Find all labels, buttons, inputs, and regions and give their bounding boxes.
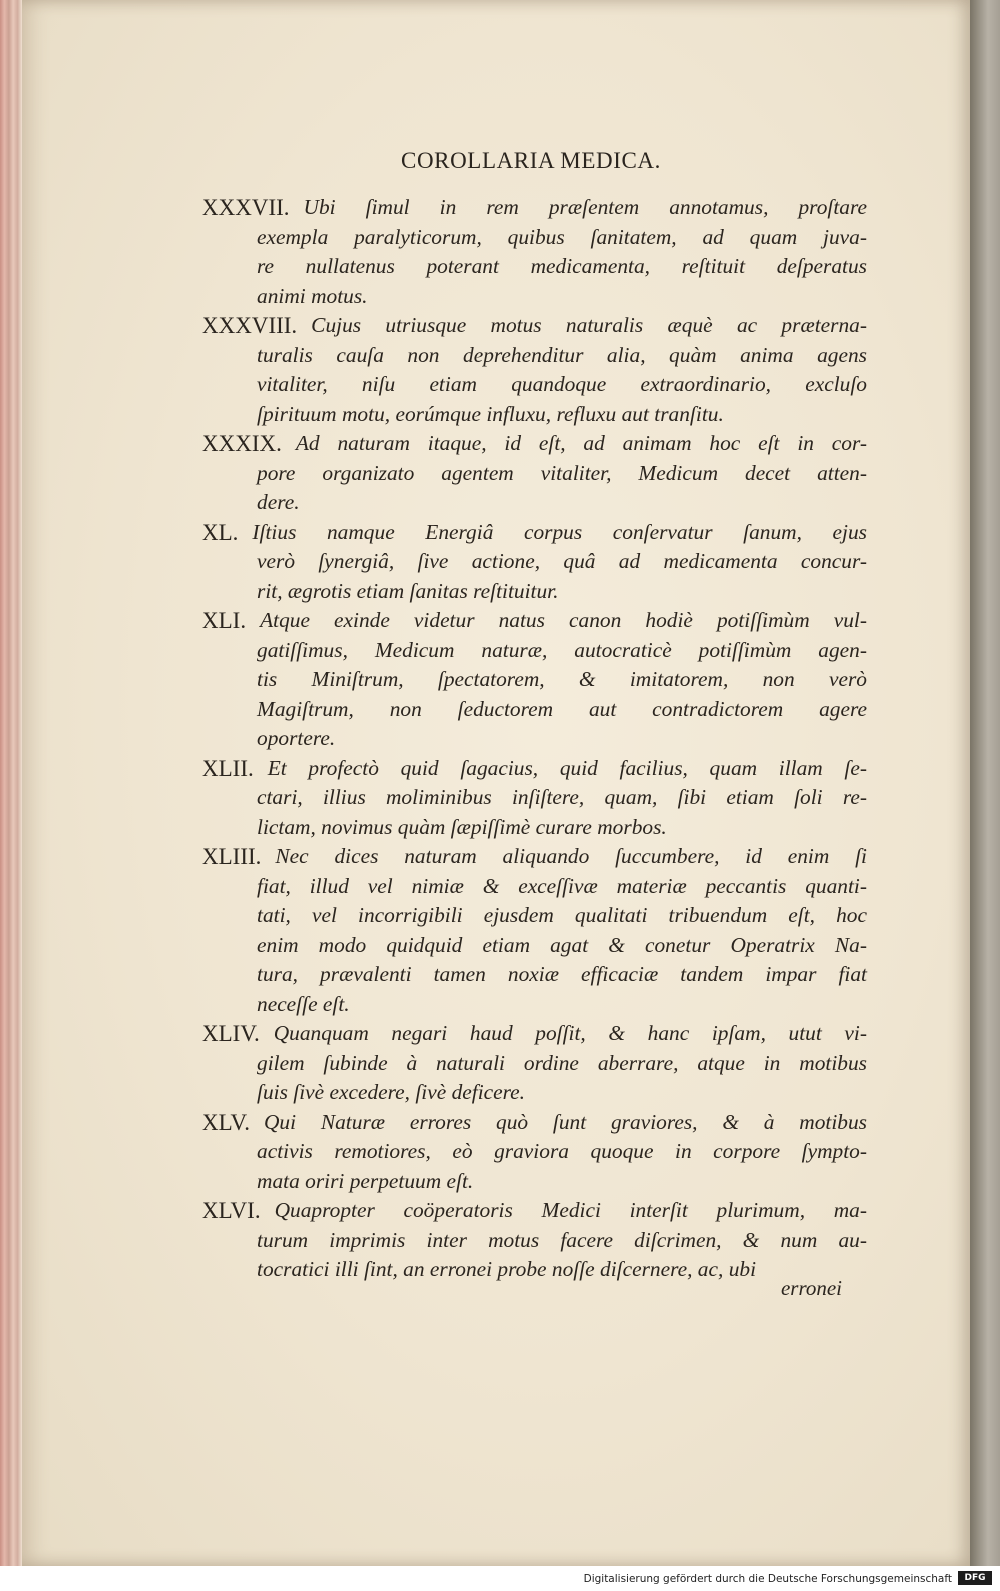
corollary-number: XLV. bbox=[202, 1109, 250, 1135]
text-line: neceſſe eſt. bbox=[257, 991, 350, 1016]
page-edges bbox=[0, 0, 22, 1566]
text-line: exempla paralyticorum, quibus ſanitatem, ad quam juva- bbox=[257, 224, 867, 249]
text-line: lictam, novimus quàm ſæpiſſimè curare morbos. bbox=[257, 814, 667, 839]
text-line: Magiſtrum, non ſeductorem aut contradictorem agere bbox=[257, 696, 867, 721]
corollaria-list bbox=[202, 193, 867, 1285]
text-line: Quapropter coöperatoris Medici interſit plurimum, ma- bbox=[274, 1198, 867, 1222]
text-line: ſuis ſivè excedere, ſivè deficere. bbox=[257, 1080, 526, 1104]
corollary-item bbox=[202, 518, 867, 607]
text-line: activis remotiores, eò graviora quoque in corpore ſympto- bbox=[257, 1139, 867, 1163]
corollary-number: XLII. bbox=[202, 755, 254, 781]
text-line: gatiſſimus, Medicum naturæ, autocraticè potiſſimùm agen- bbox=[257, 637, 867, 662]
corollary-text bbox=[202, 518, 867, 607]
corollary-number: XLIII. bbox=[202, 844, 262, 869]
text-line: Et profectò quid ſagacius, quid facilius, quam illam ſe- bbox=[267, 755, 867, 780]
corollary-item bbox=[202, 193, 867, 311]
corollary-item bbox=[202, 1196, 867, 1285]
text-line: verò ſynergiâ, ſive actione, quâ ad medicamenta concur- bbox=[257, 549, 867, 573]
text-line: rit, ægrotis etiam ſanitas reſtituitur. bbox=[257, 578, 559, 603]
text-line: enim modo quidquid etiam agat & conetur Operatrix Na- bbox=[257, 932, 867, 957]
corollary-number: XLIV. bbox=[202, 1021, 260, 1046]
text-line: tocratici illi ſint, an erronei probe noſſe diſcernere, ac, ubi bbox=[257, 1257, 757, 1281]
text-line: gilem ſubinde à naturali ordine aberrare, atque in motibus bbox=[257, 1050, 867, 1075]
corollary-item bbox=[202, 1019, 867, 1108]
text-line: ctari, illius moliminibus inſiſtere, quam, ſibi etiam ſoli re- bbox=[257, 785, 867, 809]
corollary-item bbox=[202, 429, 867, 518]
text-line: pore organizato agentem vitaliter, Medicum decet atten- bbox=[257, 460, 867, 485]
corollary-text bbox=[202, 311, 867, 429]
text-line: turum imprimis inter motus facere diſcrimen, & num au- bbox=[257, 1227, 867, 1252]
book-gutter bbox=[970, 0, 1000, 1566]
text-line: Atque exinde videtur natus canon hodiè potiſſimùm vul- bbox=[260, 608, 867, 632]
text-line: Iſtius namque Energiâ corpus conſervatur ſanum, ejus bbox=[252, 519, 867, 544]
footer-credit: Digitalisierung gefördert durch die Deutsche Forschungsgemeinschaft bbox=[583, 1573, 952, 1585]
corollary-text bbox=[202, 1196, 867, 1285]
corollary-number: XXXVIII. bbox=[202, 313, 298, 338]
text-line: Ad naturam itaque, id eſt, ad animam hoc eſt in cor- bbox=[295, 431, 867, 455]
corollary-item bbox=[202, 606, 867, 754]
corollary-text bbox=[202, 193, 867, 311]
corollary-text bbox=[202, 606, 867, 754]
corollary-number: XLVI. bbox=[202, 1198, 261, 1223]
text-line: ſpirituum motu, eorúmque influxu, refluxu aut tranſitu. bbox=[257, 401, 724, 426]
footer-bar bbox=[0, 1566, 1000, 1591]
text-line: re nullatenus poterant medicamenta, reſtituit deſperatus bbox=[257, 254, 867, 278]
text-line: fiat, illud vel nimiæ & exceſſivæ materiæ peccantis quanti- bbox=[257, 873, 867, 898]
corollary-number: XXXIX. bbox=[202, 431, 282, 456]
running-header: COROLLARIA MEDICA. bbox=[401, 148, 661, 173]
corollary-text bbox=[202, 429, 867, 518]
corollary-item bbox=[202, 311, 867, 429]
corollary-item bbox=[202, 842, 867, 1019]
text-line: turalis cauſa non deprehenditur alia, quàm anima agens bbox=[257, 342, 867, 367]
text-line: animi motus. bbox=[257, 283, 368, 308]
text-line: tati, vel incorrigibili ejusdem qualitati tribuendum eſt, hoc bbox=[257, 903, 867, 927]
corollary-text bbox=[202, 842, 867, 1019]
text-line: Nec dices naturam aliquando ſuccumbere, id enim ſi bbox=[275, 844, 867, 868]
corollary-item bbox=[202, 754, 867, 843]
text-line: Cujus utriusque motus naturalis æquè ac præterna- bbox=[311, 313, 867, 337]
dfg-logo: DFG bbox=[958, 1571, 992, 1585]
text-line: mata oriri perpetuum eſt. bbox=[257, 1168, 474, 1193]
text-line: tura, prævalenti tamen noxiæ efficaciæ tandem impar fiat bbox=[257, 962, 867, 986]
text-line: dere. bbox=[257, 490, 300, 514]
corollary-text bbox=[202, 1108, 867, 1197]
text-line: Qui Naturæ errores quò ſunt graviores, & à motibus bbox=[263, 1109, 867, 1134]
corollary-number: XLI. bbox=[202, 608, 247, 633]
text-line: Ubi ſimul in rem præſentem annotamus, proſtare bbox=[303, 195, 867, 219]
catchword: erronei bbox=[780, 1276, 842, 1300]
text-line: tis Miniſtrum, ſpectatorem, & imitatorem, non verò bbox=[257, 667, 867, 691]
book-page bbox=[22, 0, 970, 1566]
text-line: vitaliter, niſu etiam quandoque extraordinario, excluſo bbox=[257, 372, 867, 396]
corollary-number: XXXVII. bbox=[202, 195, 290, 220]
corollary-item bbox=[202, 1108, 867, 1197]
text-line: Quanquam negari haud poſſit, & hanc ipſam, utut vi- bbox=[273, 1021, 867, 1045]
text-line: oportere. bbox=[257, 726, 336, 750]
corollary-text bbox=[202, 754, 867, 843]
corollary-text bbox=[202, 1019, 867, 1108]
corollary-number: XL. bbox=[202, 519, 239, 545]
